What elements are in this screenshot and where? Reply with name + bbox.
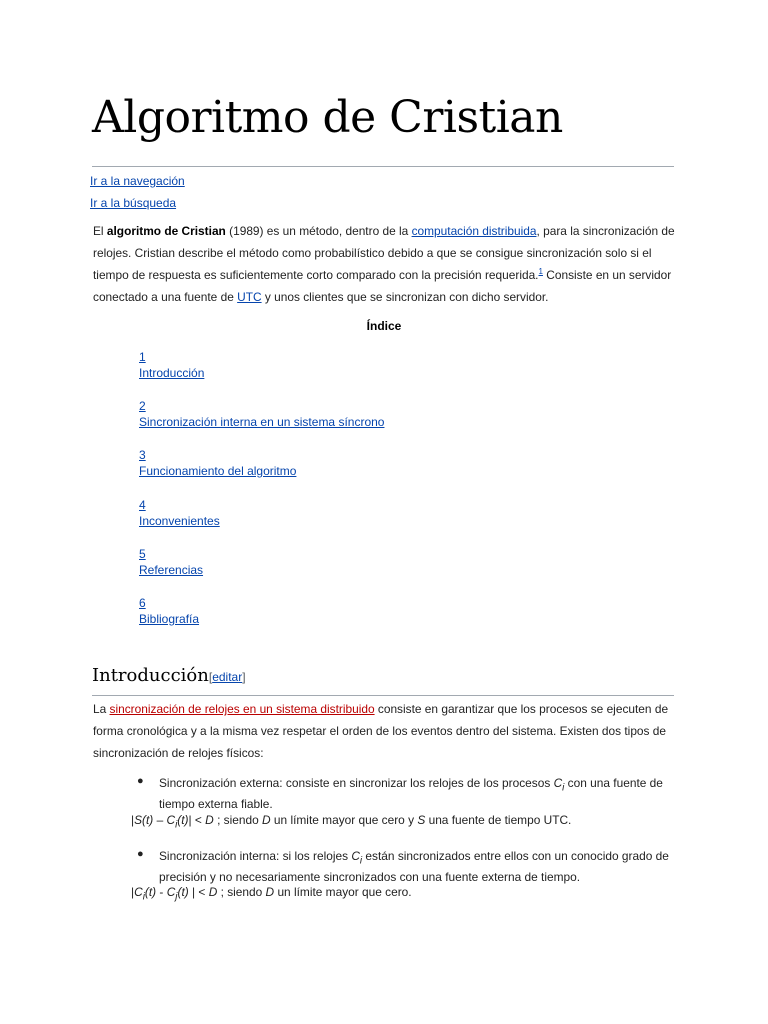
bullet-marker: ● (137, 775, 144, 787)
toc-item-funcionamiento[interactable] (139, 447, 296, 479)
intro-paragraph (93, 220, 683, 308)
formula-sub: i (142, 891, 145, 903)
list-text: están sincronizados entre ellos con un conocido grado de precisión y no necesariamente sincronizados con una fuente externa de tiempo. (159, 849, 669, 885)
toc-label: Funcionamiento del algoritmo (139, 464, 297, 478)
page-title: Algoritmo de Cristian (92, 92, 563, 143)
list-item-external-sync (159, 775, 679, 812)
title-divider (92, 166, 674, 167)
formula-var: (t) (177, 813, 189, 827)
list-text: Sincronización externa: consiste en sincronizar los relojes de los procesos (159, 776, 554, 790)
toc-title: Índice (366, 319, 402, 333)
formula-sub: j (175, 891, 178, 903)
section-text: consiste en garantizar que los procesos se ejecuten de forma cronológica y a la misma vez respetar el orden de los eventos dentro del sistema. Existen dos tipos de sincronización de relojes físicos: (93, 702, 669, 760)
toc-label: Introducción (139, 366, 205, 380)
computacion-distribuida-link[interactable]: computación distribuida (411, 224, 537, 238)
var-c: C (553, 776, 563, 790)
bullet-marker: ● (137, 848, 144, 860)
toc-item-referencias[interactable] (139, 546, 203, 578)
toc-item-introduccion[interactable] (139, 349, 204, 381)
formula-text: | < (188, 813, 206, 827)
formula-var: (t) (142, 813, 154, 827)
toc-item-bibliografia[interactable] (139, 595, 199, 627)
toc-item-sincronizacion-interna[interactable] (139, 398, 384, 430)
var-c: C (351, 849, 360, 863)
formula-var: D (265, 885, 275, 899)
toc-number: 4 (139, 498, 146, 512)
intro-text: , para la sincronización de relojes. Cristian describe el método como probabilístico debido a que se consigue sincronización solo si el tiempo de respuesta es suficientemente corto comparado con la precisión requerida. (93, 224, 675, 282)
section-text: La (93, 702, 110, 716)
subscript-i: i (562, 782, 565, 794)
formula-text: | (131, 813, 135, 827)
formula-text: | < (188, 885, 209, 899)
toc-number: 6 (139, 596, 146, 610)
formula-text: - (156, 885, 167, 899)
toc-item-inconvenientes[interactable] (139, 497, 220, 529)
formula-text: una fuente de tiempo UTC. (425, 813, 572, 827)
formula-var: D (208, 885, 218, 899)
skip-to-navigation-link[interactable]: Ir a la navegación (90, 174, 185, 188)
toc-label: Inconvenientes (139, 514, 220, 528)
formula-var: D (205, 813, 214, 827)
formula-text: | (131, 885, 135, 899)
reference-1-link[interactable]: 1 (538, 267, 543, 277)
intro-text: Consiste en un servidor conectado a una fuente de (93, 268, 672, 304)
intro-bold-term: algoritmo de Cristian (106, 224, 226, 238)
formula-external-sync (131, 812, 571, 833)
formula-sub: i (175, 819, 178, 831)
formula-text: ; siendo (213, 813, 263, 827)
formula-text: un límite mayor que cero. (274, 885, 412, 899)
section-heading-introduccion (92, 664, 246, 689)
formula-var: D (262, 813, 271, 827)
toc-number: 5 (139, 547, 146, 561)
section-divider (92, 695, 674, 696)
list-item-internal-sync (159, 848, 679, 885)
formula-text: un límite mayor que cero y (270, 813, 418, 827)
formula-var: C (134, 885, 143, 899)
formula-var: (t) (177, 885, 189, 899)
formula-var: S (134, 813, 143, 827)
edit-bracket: ] (242, 670, 246, 684)
intro-text: (1989) es un método, dentro de la (225, 224, 412, 238)
edit-section (209, 670, 246, 684)
toc-label: Sincronización interna en un sistema síncrono (139, 415, 385, 429)
sincronizacion-relojes-link[interactable]: sincronización de relojes en un sistema distribuido (109, 702, 375, 716)
section-intro-paragraph (93, 698, 683, 764)
intro-text: y unos clientes que se sincronizan con dicho servidor. (261, 290, 549, 304)
section-heading-text: Introducción (92, 665, 209, 686)
toc-number: 3 (139, 448, 146, 462)
utc-link[interactable]: UTC (237, 290, 262, 304)
formula-var: C (166, 885, 176, 899)
toc-label: Referencias (139, 563, 204, 577)
formula-var: (t) (144, 885, 157, 899)
list-text: Sincronización interna: si los relojes (159, 849, 352, 863)
subscript-i: i (359, 855, 363, 867)
toc-number: 2 (139, 399, 146, 413)
toc-label: Bibliografía (139, 612, 200, 626)
list-text: con una fuente de tiempo externa fiable. (159, 776, 663, 812)
formula-var: S (417, 813, 426, 827)
edit-section-link[interactable]: editar (212, 670, 243, 684)
edit-bracket: [ (208, 670, 213, 684)
intro-text: El (93, 224, 107, 238)
skip-to-search-link[interactable]: Ir a la búsqueda (90, 196, 177, 210)
formula-text: ; siendo (217, 885, 266, 899)
formula-text: – (153, 813, 167, 827)
toc-number: 1 (139, 350, 146, 364)
formula-var: C (166, 813, 176, 827)
formula-internal-sync (131, 884, 412, 905)
